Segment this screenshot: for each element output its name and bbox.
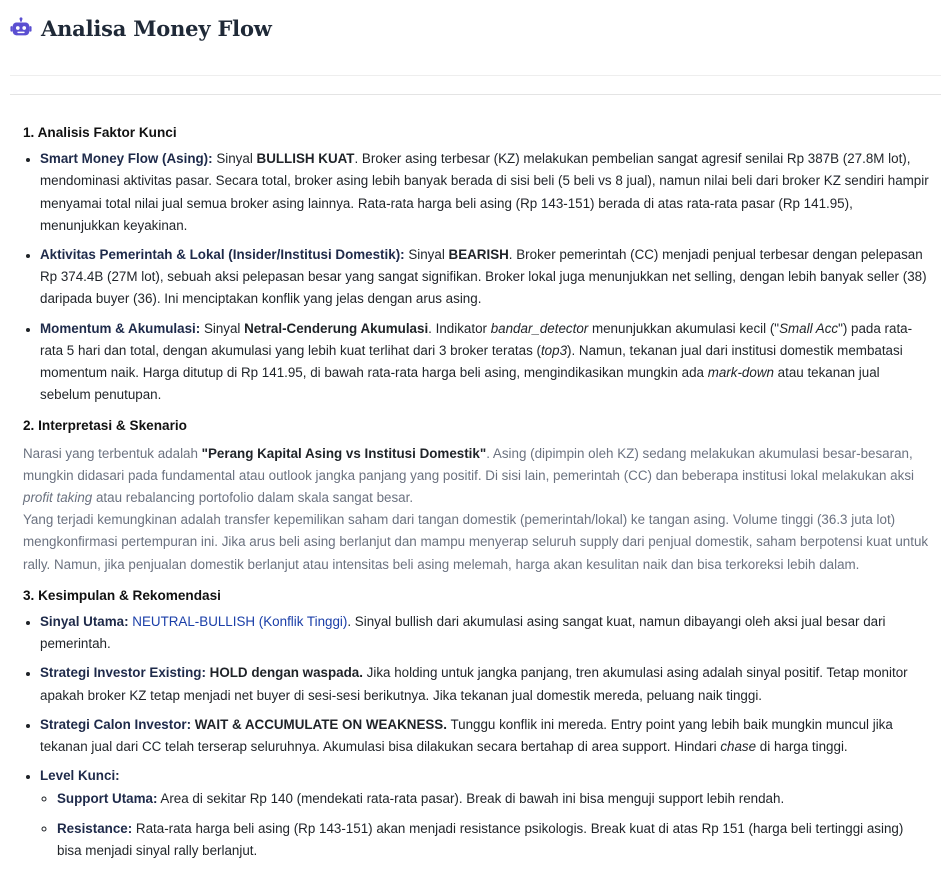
item-text: Area di sekitar Rp 140 (mendekati rata-rata pasar). Break di bawah ini bisa menguji support lebih rendah. [157,791,785,807]
item-text: di harga tinggi. [756,739,848,755]
signal-label: Netral-Cenderung Akumulasi [244,320,429,336]
signal-label: BULLISH KUAT [256,151,355,167]
header-divider [10,75,941,76]
signal-label: BEARISH [448,247,509,263]
item-text: Tunggu konflik ini mereda. Entry point yang lebih baik mungkin muncul jika tekanan jual dari CC telah terserap seluruhnya. Akumulasi bisa dilakukan secara bertahap di area support. Hindari [40,716,893,755]
item-lead: Level Kunci: [40,768,120,784]
section-title-key-factors: 1. Analisis Faktor Kunci [23,125,177,140]
italic-term: mark-down [707,365,774,381]
list-item [40,765,931,862]
item-text: Sinyal [200,320,245,336]
item-text: Sinyal [212,151,257,167]
analysis-content [0,122,951,862]
item-text: Sinyal [404,247,449,263]
item-lead: Smart Money Flow (Asing): [40,151,213,167]
key-levels-list [40,788,931,862]
list-item [40,318,931,407]
interpretation-paragraph [23,443,931,576]
italic-term: chase [720,739,757,755]
item-lead: Momentum & Akumulasi: [40,320,201,336]
item-lead: Strategi Investor Existing: [40,665,206,681]
paragraph-text: . Asing (dipimpin oleh KZ) sedang melakukan akumulasi besar-besaran, mungkin didasari pada fundamental atau outlook jangka panjang yang positif. Di sisi lain, pemerintah (CC) dan beberapa institusi lokal melakukan aksi [23,445,914,483]
italic-term: bandar_detector [490,320,589,336]
item-text: Jika holding untuk jangka panjang, tren akumulasi asing adalah sinyal positif. Tetap monitor apakah broker KZ tetap menjadi net buyer di sesi-sesi berikutnya. Jika tekanan jual domestik mereda, peluang naik tinggi. [40,665,908,703]
item-text: . Broker pemerintah (CC) menjadi penjual terbesar dengan pelepasan Rp 374.4B (27M lot), sebuah aksi pelepasan besar yang sangat signifikan. Broker lokal juga menunjukkan net selling, dengan lebih banyak seller (38) daripada buyer (36). Ini menciptakan konflik yang jelas dengan arus asing. [40,247,927,307]
item-text: . Sinyal bullish dari akumulasi asing sangat kuat, namun dibayangi oleh aksi jual besar dari pemerintah. [40,614,886,652]
list-item [40,662,931,706]
paragraph-text: Narasi yang terbentuk adalah [23,445,202,461]
narrative-label: "Perang Kapital Asing vs Institusi Domestik" [201,445,487,461]
strategy-label: WAIT & ACCUMULATE ON WEAKNESS. [194,716,447,732]
italic-term: Small Acc [779,320,839,336]
section-title-interpretation: 2. Interpretasi & Skenario [23,418,187,434]
item-lead: Sinyal Utama: [40,614,129,630]
item-text: Rata-rata harga beli asing (Rp 143-151) akan menjadi resistance psikologis. Break kuat di atas Rp 151 (harga beli tertinggi asing) bisa menjadi sinyal rally berlanjut. [57,820,904,858]
list-item [40,714,931,758]
item-text: menunjukkan akumulasi kecil (" [588,320,780,336]
italic-term: top3 [540,342,568,358]
conclusion-list [23,611,931,862]
key-factors-list [23,148,931,406]
strategy-label: HOLD dengan waspada. [209,665,363,681]
item-text: ). Namun, tekanan jual dari institusi domestik membatasi momentum naik. Harga ditutup di Rp 141.95, di bawah rata-rata harga beli asing, mengindikasikan mungkin ada [40,342,903,381]
paragraph-text: atau rebalancing portofolio dalam skala sangat besar. [92,490,414,506]
main-signal-value: NEUTRAL-BULLISH (Konflik Tinggi) [132,614,348,630]
list-item [40,611,931,655]
item-text: ") pada rata-rata 5 hari dan total, dengan akumulasi yang lebih kuat terlihat dari 3 broker teratas ( [40,320,913,358]
item-text: atau tekanan jual sebelum penutupan. [40,365,880,403]
item-lead: Support Utama: [57,791,158,807]
list-item [40,148,931,237]
section-title-conclusion: 3. Kesimpulan & Rekomendasi [23,587,221,603]
paragraph-text: Yang terjadi kemungkinan adalah transfer kepemilikan saham dari tangan domestik (pemerintah/lokal) ke tangan asing. Volume tinggi (36.3 juta lot) mengkonfirmasi pertempuran ini. Jika arus beli asing berlanjut dan mampu menyerap seluruh supply dari penjual domestik, saham berpotensi kuat untuk rally. Namun, jika penjualan domestik berlanjut atau intensitas beli asing melemah, harga akan kesulitan naik dan bisa terkoreksi lebih dalam. [23,512,929,572]
item-lead: Strategi Calon Investor: [40,716,192,732]
content-divider [10,94,941,95]
page-header [0,0,951,48]
robot-icon [10,17,32,39]
list-item [40,244,931,311]
italic-term: profit taking [23,490,93,506]
item-text: . Indikator [428,320,491,336]
page-title: Analisa Money Flow [41,15,272,41]
sub-list-item [57,788,931,810]
item-lead: Resistance: [57,820,133,836]
sub-list-item [57,818,931,862]
item-lead: Aktivitas Pemerintah & Lokal (Insider/Institusi Domestik): [40,247,405,263]
item-text: . Broker asing terbesar (KZ) melakukan pembelian sangat agresif senilai Rp 387B (27.8M lot), mendominasi aktivitas pasar. Secara total, broker asing lebih banyak berada di sisi beli (5 beli vs 8 jual), namun nilai beli dari broker KZ sendiri hampir menyamai total nilai jual semua broker asing lainnya. Rata-rata harga beli asing (Rp 143-151) berada di atas rata-rata pasar (Rp 141.95), menunjukkan keyakinan. [40,151,929,233]
